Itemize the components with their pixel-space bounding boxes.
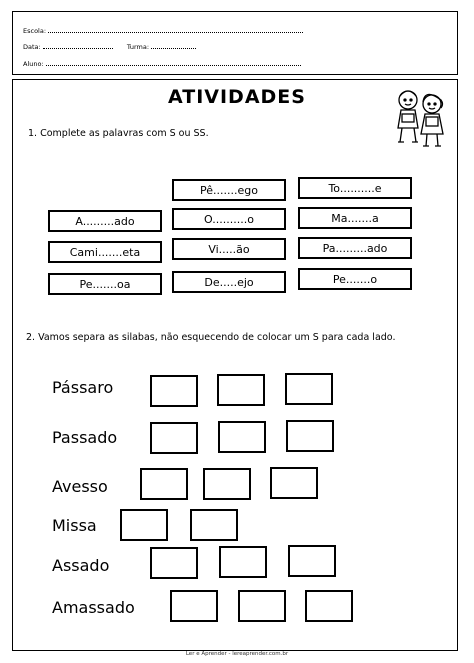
syllable-box[interactable] [238,590,286,622]
children-reading-illustration [392,84,448,154]
word-box[interactable]: Pe.......oa [48,273,162,295]
syllable-box[interactable] [150,547,198,579]
school-line [48,26,303,33]
syllable-box[interactable] [203,468,251,500]
syllable-box[interactable] [219,546,267,578]
syllable-word: Pássaro [52,378,114,397]
syllable-box[interactable] [305,590,353,622]
word-box[interactable]: A.........ado [48,210,162,232]
syllable-word: Assado [52,556,110,575]
syllable-box[interactable] [270,467,318,499]
syllable-box[interactable] [120,509,168,541]
page-title: ATIVIDADES [168,86,306,108]
word-box[interactable]: Pa.........ado [298,237,412,259]
student-info-header [12,11,458,75]
syllable-box[interactable] [217,374,265,406]
syllable-box[interactable] [140,468,188,500]
word-box[interactable]: De.....ejo [172,271,286,293]
syllable-box[interactable] [190,509,238,541]
word-box[interactable]: O..........o [172,208,286,230]
word-box[interactable]: Ma.......a [298,207,412,229]
syllable-box[interactable] [286,420,334,452]
syllable-box[interactable] [288,545,336,577]
word-box[interactable]: Vi.....ão [172,238,286,260]
student-label: Aluno: [23,60,44,68]
date-class-row [23,42,196,51]
class-label: Turma: [126,43,150,51]
date-line[interactable] [43,42,113,49]
date-label: Data: [23,43,41,51]
school-label: Escola: [23,27,47,35]
syllable-word: Amassado [52,598,135,617]
syllable-word: Avesso [52,477,108,496]
student-field[interactable] [23,59,301,68]
word-box[interactable]: Pê.......ego [172,179,286,201]
syllable-box[interactable] [150,422,198,454]
syllable-box[interactable] [285,373,333,405]
syllable-box[interactable] [150,375,198,407]
syllable-word: Passado [52,428,118,447]
footer-credit: Ler e Aprender - lereaprender.com.br [185,651,289,657]
school-field[interactable] [23,26,303,35]
student-line [46,59,301,66]
word-box[interactable]: To..........e [298,177,412,199]
syllable-box[interactable] [218,421,266,453]
syllable-word: Missa [52,516,97,535]
exercise2-instruction: 2. Vamos separa as silabas, não esquecendo de colocar um S para cada lado. [26,332,396,343]
exercise1-instruction: 1. Complete as palavras com S ou SS. [28,128,209,139]
word-box[interactable]: Pe.......o [298,268,412,290]
class-line[interactable] [151,42,196,49]
syllable-box[interactable] [170,590,218,622]
word-box[interactable]: Cami.......eta [48,241,162,263]
